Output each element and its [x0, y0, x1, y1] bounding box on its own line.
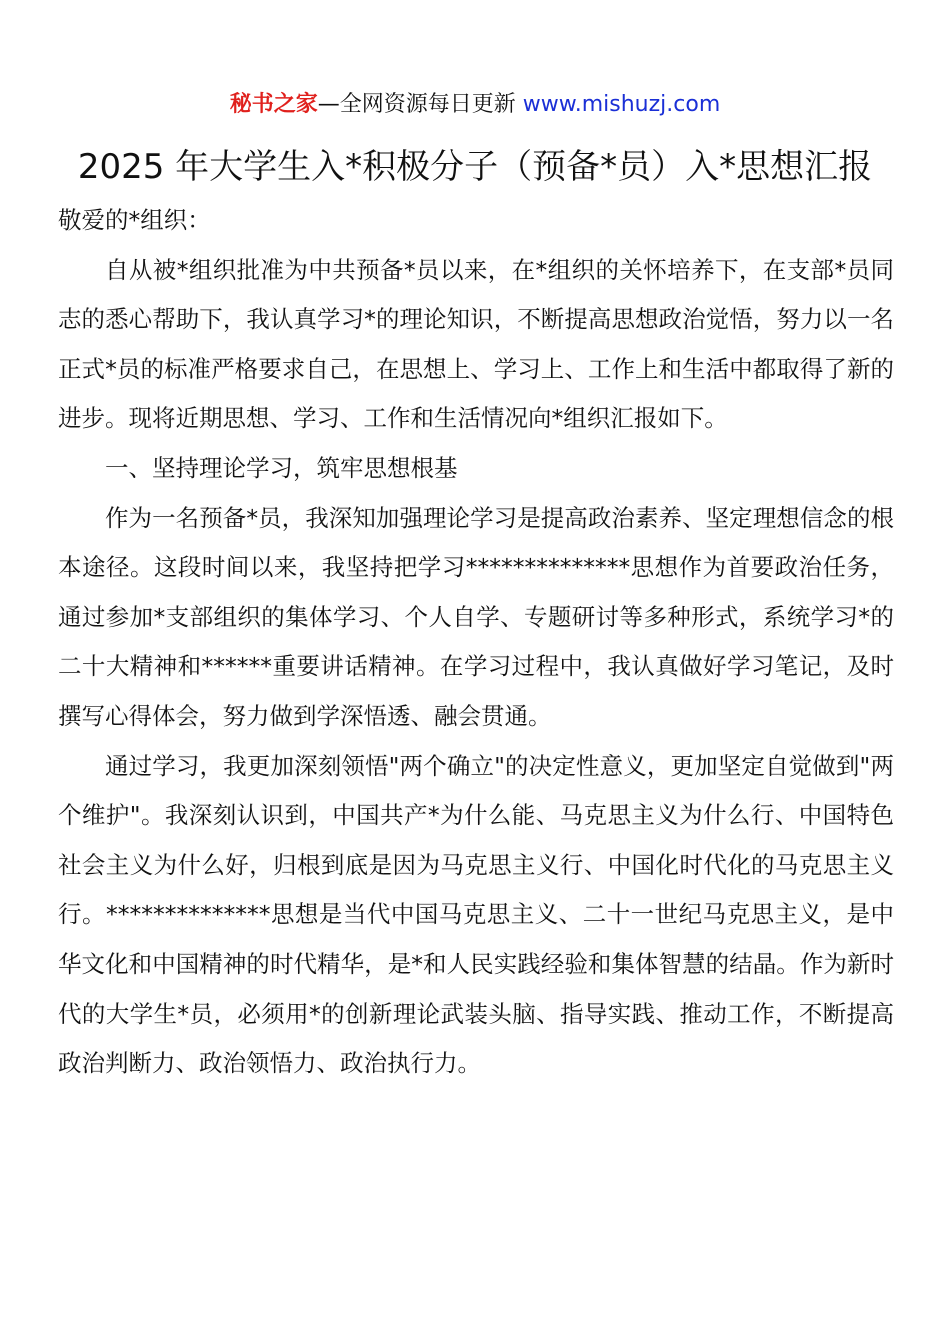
section-heading-1: 一、坚持理论学习，筑牢思想根基 — [105, 453, 458, 482]
site-brand: 秘书之家 — [229, 92, 318, 117]
document-body — [58, 196, 894, 1089]
paragraph-theory-study: 作为一名预备*员，我深知加强理论学习是提高政治素养、坚定理想信念的根本途径。这段时间以来，我坚持把学习**************思想作为首要政治任务，通过参加*支部组织的集体学习、个人自学、专题研讨等多种形式，系统学习*的二十大精神和******重要讲话精神。在学习过程中，我认真做好学习笔记，及时撰写心得体会，努力做到学深悟透、融会贯通。 — [58, 503, 894, 730]
paragraph-intro: 自从被*组织批准为中共预备*员以来，在*组织的关怀培养下，在支部*员同志的悉心帮助下，我认真学习*的理论知识，不断提高思想政治觉悟，努力以一名正式*员的标准严格要求自己，在思想上、学习上、工作上和生活中都取得了新的进步。现将近期思想、学习、工作和生活情况向*组织汇报如下。 — [58, 255, 894, 433]
paragraph-understanding: 通过学习，我更加深刻领悟"两个确立"的决定性意义，更加坚定自觉做到"两个维护"。我深刻认识到，中国共产*为什么能、马克思主义为什么行、中国特色社会主义为什么好，归根到底是因为马克思主义行、中国化时代化的马克思主义行。**************思想是当代中国马克思主义、二十一世纪马克思主义，是中华文化和中国精神的时代精华，是*和人民实践经验和集体智慧的结晶。作为新时代的大学生*员，必须用*的创新理论武装头脑、指导实践、推动工作，不断提高政治判断力、政治领悟力、政治执行力。 — [58, 751, 894, 1078]
document-title: 2025 年大学生入*积极分子（预备*员）入*思想汇报 — [77, 147, 873, 187]
site-url-link[interactable]: www.mishuzj.com — [522, 92, 721, 117]
site-header — [0, 88, 950, 122]
salutation: 敬爱的*组织： — [58, 206, 211, 234]
site-tagline: —全网资源每日更新 — [317, 92, 523, 117]
